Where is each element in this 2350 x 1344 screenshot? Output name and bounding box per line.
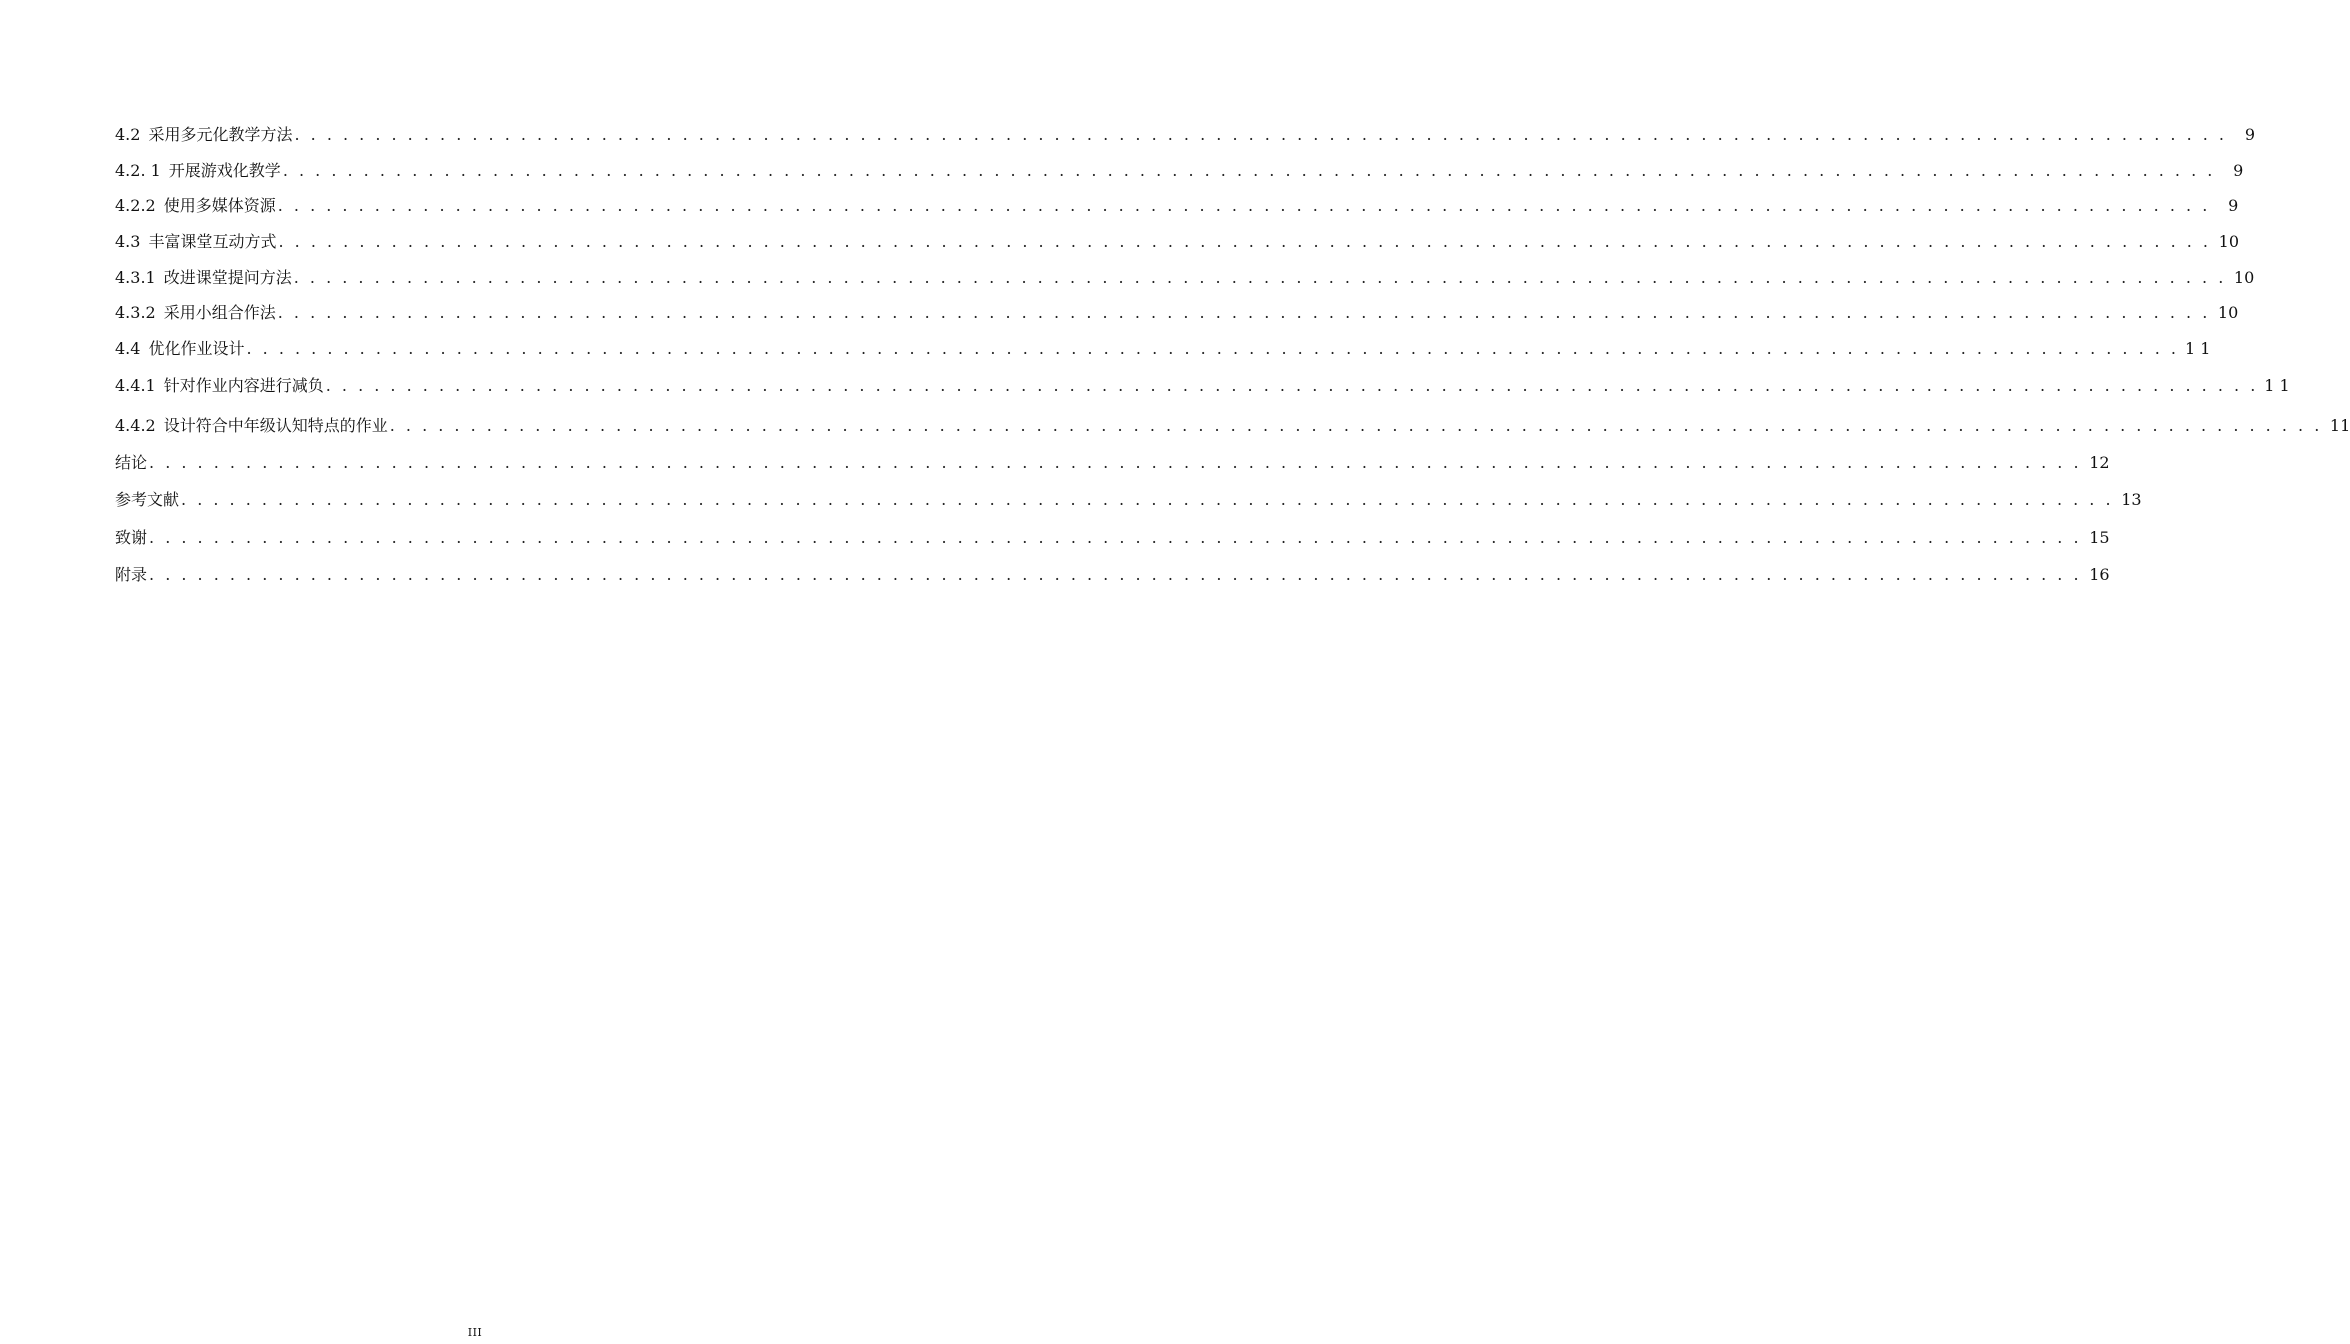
toc-entry[interactable]	[115, 302, 2239, 324]
toc-entry-title: 改进课堂提问方法	[163, 268, 292, 287]
toc-entry-title: 采用小组合作法	[163, 303, 276, 322]
toc-entry-number: 4.3.1	[115, 268, 156, 287]
toc-entry-number: 4.4.1	[115, 376, 156, 395]
toc-dot-leader: . . . . . . . . . . . . . . . . . . . . . . . . . . . . . . . . . . . . . . . . . . . . . . . . . . . . . . . . . . . . . . . . . . . . . . . . . . . . . . . . . . . . . . . . . . . . . . . . . . . . . . . . . . . . . . . . . . . . . . . .	[293, 268, 2227, 287]
toc-entry[interactable]	[115, 195, 2239, 217]
toc-entry-title: 针对作业内容进行减负	[163, 376, 324, 395]
toc-entry-page-number: 13	[2121, 490, 2142, 509]
toc-entry-page-number: 9	[2228, 196, 2239, 215]
toc-dot-leader: . . . . . . . . . . . . . . . . . . . . . . . . . . . . . . . . . . . . . . . . . . . . . . . . . . . . . . . . . . . . . . . . . . . . . . . . . . . . . . . . . . . . . . . . . . . . . . . . . . . . . . . . . . . . . . . . . . . . . . . .	[149, 565, 2082, 584]
page-footer-number: III	[467, 1326, 483, 1339]
toc-dot-leader: . . . . . . . . . . . . . . . . . . . . . . . . . . . . . . . . . . . . . . . . . . . . . . . . . . . . . . . . . . . . . . . . . . . . . . . . . . . . . . . . . . . . . . . . . . . . . . . . . . . . . . . . . . . . . . . . . . . . . . . .	[325, 376, 2259, 395]
toc-entry-number: 4.3	[115, 232, 141, 251]
toc-entry-number: 4.4.2	[115, 416, 156, 435]
toc-entry-title: 使用多媒体资源	[163, 196, 276, 215]
toc-dot-leader: . . . . . . . . . . . . . . . . . . . . . . . . . . . . . . . . . . . . . . . . . . . . . . . . . . . . . . . . . . . . . . . . . . . . . . . . . . . . . . . . . . . . . . . . . . . . . . . . . . . . . . . . . . . . . . . . . . . . . . . .	[389, 416, 2323, 435]
toc-entry-page-number: 10	[2218, 232, 2240, 251]
toc-entry-page-number: 16	[2089, 565, 2110, 584]
toc-entry-title: 丰富课堂互动方式	[148, 232, 277, 251]
toc-entry-page-number: 1 1	[2185, 339, 2211, 358]
toc-entry-title: 采用多元化教学方法	[148, 125, 293, 144]
toc-entry-title: 结论	[115, 453, 148, 472]
toc-entry-page-number: 10	[2233, 268, 2255, 287]
toc-entry-page-number: 15	[2089, 528, 2110, 547]
toc-entry-number: 4.2.2	[115, 196, 156, 215]
toc-entry-title: 附录	[115, 565, 148, 584]
toc-entry-page-number: 11	[2329, 416, 2350, 435]
toc-entry-number: 4.2	[115, 125, 141, 144]
toc-dot-leader: . . . . . . . . . . . . . . . . . . . . . . . . . . . . . . . . . . . . . . . . . . . . . . . . . . . . . . . . . . . . . . . . . . . . . . . . . . . . . . . . . . . . . . . . . . . . . . . . . . . . . . . . . . . . . . . . . . . . . . . .	[277, 196, 2211, 215]
toc-entry-title: 设计符合中年级认知特点的作业	[163, 416, 388, 435]
toc-entry-title: 优化作业设计	[148, 339, 245, 358]
toc-entry-page-number: 9	[2244, 125, 2256, 144]
toc-entry-title: 参考文献	[115, 490, 180, 509]
toc-dot-leader: . . . . . . . . . . . . . . . . . . . . . . . . . . . . . . . . . . . . . . . . . . . . . . . . . . . . . . . . . . . . . . . . . . . . . . . . . . . . . . . . . . . . . . . . . . . . . . . . . . . . . . . . . . . . . . . . . . . . . . . .	[277, 303, 2211, 322]
toc-entry[interactable]	[115, 231, 2240, 253]
toc-entry-page-number: 9	[2233, 161, 2244, 180]
toc-dot-leader: . . . . . . . . . . . . . . . . . . . . . . . . . . . . . . . . . . . . . . . . . . . . . . . . . . . . . . . . . . . . . . . . . . . . . . . . . . . . . . . . . . . . . . . . . . . . . . . . . . . . . . . . . . . . . . . . . . . . . . . .	[149, 528, 2082, 547]
toc-entry[interactable]	[115, 338, 2211, 360]
toc-dot-leader: . . . . . . . . . . . . . . . . . . . . . . . . . . . . . . . . . . . . . . . . . . . . . . . . . . . . . . . . . . . . . . . . . . . . . . . . . . . . . . . . . . . . . . . . . . . . . . . . . . . . . . . . . . . . . . . . . . . . . . . .	[278, 232, 2212, 251]
toc-entry-number: 4.3.2	[115, 303, 156, 322]
toc-dot-leader: . . . . . . . . . . . . . . . . . . . . . . . . . . . . . . . . . . . . . . . . . . . . . . . . . . . . . . . . . . . . . . . . . . . . . . . . . . . . . . . . . . . . . . . . . . . . . . . . . . . . . . . . . . . . . . . . . . . . . . . .	[149, 453, 2082, 472]
toc-entry[interactable]	[115, 564, 2110, 586]
toc-entry[interactable]	[115, 489, 2142, 511]
toc-entry[interactable]	[115, 527, 2110, 549]
toc-entry[interactable]	[115, 452, 2110, 474]
toc-entry-number: 4.4	[115, 339, 141, 358]
toc-entry[interactable]	[115, 267, 2255, 289]
toc-entry-page-number: 12	[2089, 453, 2110, 472]
toc-dot-leader: . . . . . . . . . . . . . . . . . . . . . . . . . . . . . . . . . . . . . . . . . . . . . . . . . . . . . . . . . . . . . . . . . . . . . . . . . . . . . . . . . . . . . . . . . . . . . . . . . . . . . . . . . . . . . . . . . . . . . . . .	[294, 125, 2228, 144]
toc-entry[interactable]	[115, 124, 2256, 146]
toc-entry-page-number: 10	[2217, 303, 2239, 322]
toc-dot-leader: . . . . . . . . . . . . . . . . . . . . . . . . . . . . . . . . . . . . . . . . . . . . . . . . . . . . . . . . . . . . . . . . . . . . . . . . . . . . . . . . . . . . . . . . . . . . . . . . . . . . . . . . . . . . . . . . . . . . . . . .	[282, 161, 2216, 180]
toc-dot-leader: . . . . . . . . . . . . . . . . . . . . . . . . . . . . . . . . . . . . . . . . . . . . . . . . . . . . . . . . . . . . . . . . . . . . . . . . . . . . . . . . . . . . . . . . . . . . . . . . . . . . . . . . . . . . . . . . . . . . . . . .	[181, 490, 2114, 509]
toc-dot-leader: . . . . . . . . . . . . . . . . . . . . . . . . . . . . . . . . . . . . . . . . . . . . . . . . . . . . . . . . . . . . . . . . . . . . . . . . . . . . . . . . . . . . . . . . . . . . . . . . . . . . . . . . . . . . . . . . . . . . . . . .	[246, 339, 2180, 358]
toc-entry[interactable]	[115, 375, 2290, 397]
toc-entry-page-number: 1 1	[2264, 376, 2290, 395]
toc-entry-title: 致谢	[115, 528, 148, 547]
toc-entry[interactable]	[115, 415, 2350, 437]
toc-entry-title: 开展游戏化教学	[168, 161, 281, 180]
toc-entry-number: 4.2. 1	[115, 161, 161, 180]
toc-entry[interactable]	[115, 160, 2244, 182]
